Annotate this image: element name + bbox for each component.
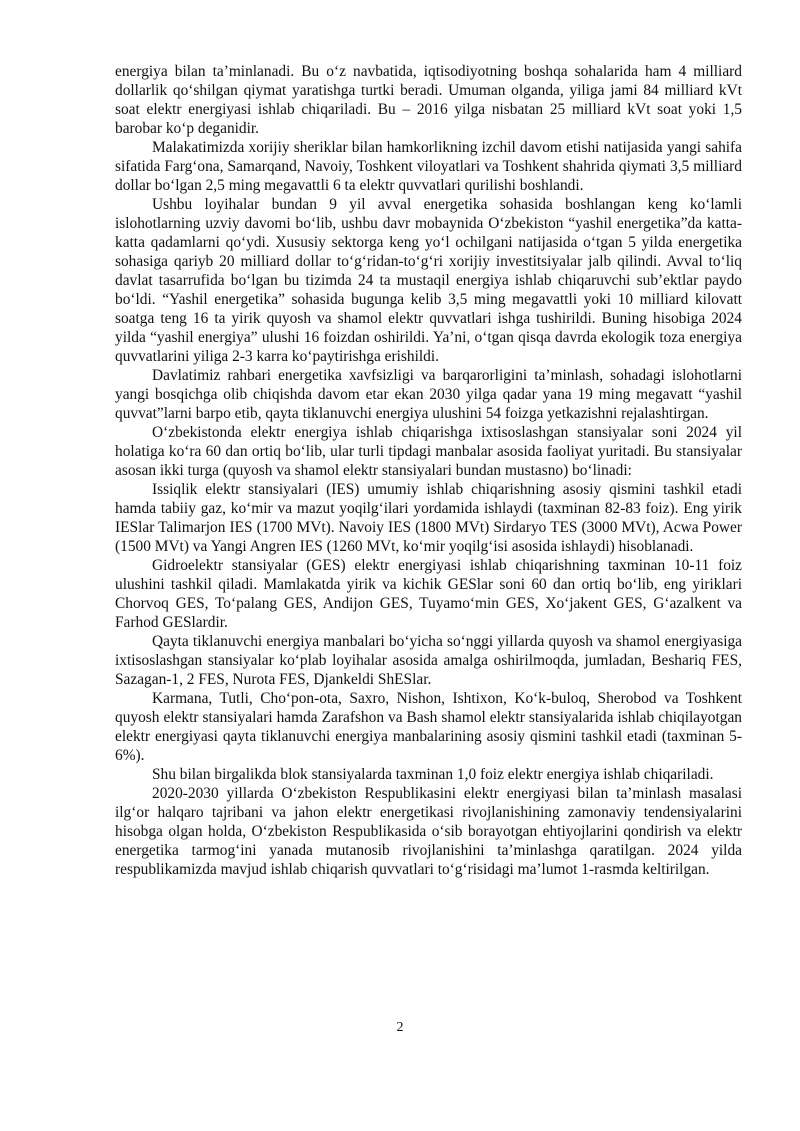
paragraph-1: energiya bilan taʼminlanadi. Bu oʻz navbatida, iqtisodiyotning boshqa sohalarida ham 4 milliard dollarlik qoʻshilgan qiymat yaratishga turtki beradi. Umuman olganda, yiliga jami 84 milliard kVt soat elektr energiyasi ishlab chiqariladi. Bu – 2016 yilga nisbatan 25 milliard kVt soat yoki 1,5 barobar koʻp deganidir. (115, 63, 742, 137)
paragraph-5: Oʻzbekistonda elektr energiya ishlab chiqarishga ixtisoslashgan stansiyalar soni 2024 yil holatiga koʻra 60 dan ortiq boʻlib, ular turli tipdagi manbalar asosida faoliyat yuritadi. Bu stansiyalar asosan ikki turga (quyosh va shamol elektr stansiyalari bundan mustasno) boʻlinadi: (115, 424, 742, 479)
paragraph-6: Issiqlik elektr stansiyalari (IES) umumiy ishlab chiqarishning asosiy qismini tashkil etadi hamda tabiiy gaz, koʻmir va mazut yoqilgʻilari yordamida ishlaydi (taxminan 82-83 foiz). Eng yirik IESlar Talimarjon IES (1700 MVt). Navoiy IES (1800 MVt) Sirdaryo TES (3000 MVt), Acwa Power (1500 MVt) va Yangi Angren IES (1260 MVt, koʻmir yoqilgʻisi asosida ishlaydi) hisoblanadi. (115, 481, 742, 555)
paragraph-3: Ushbu loyihalar bundan 9 yil avval energetika sohasida boshlangan keng koʻlamli islohotlarning uzviy davomi boʻlib, ushbu davr mobaynida Oʻzbekiston “yashil energetika”da katta-katta qadamlarni qoʻydi. Xususiy sektorga keng yoʻl ochilgani natijasida oʻtgan 5 yilda energetika sohasiga qariyb 20 milliard dollar toʻgʻridan-toʻgʻri xorijiy investitsiyalar jalb qilindi. Avval toʻliq davlat tasarrufida boʻlgan bu tizimda 24 ta mustaqil energiya ishlab chiqaruvchi subʼektlar paydo boʻldi. “Yashil energetika” sohasida bugunga kelib 3,5 ming megavattli yoki 10 milliard kilovatt soatga teng 16 ta yirik quyosh va shamol elektr quvvatlari ishga tushirildi. Buning hisobiga 2024 yilda “yashil energiya” ulushi 16 foizdan oshirildi. Yaʼni, oʻtgan qisqa davrda ekologik toza energiya quvvatlarini yiliga 2-3 karra koʻpaytirishga erishildi. (115, 196, 742, 365)
paragraph-4: Davlatimiz rahbari energetika xavfsizligi va barqarorligini taʼminlash, sohadagi islohotlarni yangi bosqichga olib chiqishda davom etar ekan 2030 yilga qadar yana 19 ming megavatt “yashil quvvat”larni barpo etib, qayta tiklanuvchi energiya ulushini 54 foizga yetkazishni rejalashtirgan. (115, 367, 742, 422)
paragraph-2: Malakatimizda xorijiy sheriklar bilan hamkorlikning izchil davom etishi natijasida yangi sahifa sifatida Fargʻona, Samarqand, Navoiy, Toshkent viloyatlari va Toshkent shahrida qiymati 3,5 milliard dollar boʻlgan 2,5 ming megavattli 6 ta elektr quvvatlari qurilishi boshlandi. (115, 139, 742, 194)
paragraph-10: Shu bilan birgalikda blok stansiyalarda taxminan 1,0 foiz elektr energiya ishlab chiqariladi. (152, 766, 714, 783)
document-body (115, 62, 742, 879)
paragraph-7: Gidroelektr stansiyalar (GES) elektr energiyasi ishlab chiqarishning taxminan 10-11 foiz ulushini tashkil qiladi. Mamlakatda yirik va kichik GESlar soni 60 dan ortiq boʻlib, eng yiriklari Chorvoq GES, Toʻpalang GES, Andijon GES, Tuyamoʻmin GES, Xoʻjakent GES, Gʻazalkent va Farhod GESlardir. (115, 557, 742, 631)
paragraph-9: Karmana, Tutli, Choʻpon-ota, Saxro, Nishon, Ishtixon, Koʻk-buloq, Sherobod va Toshkent quyosh elektr stansiyalari hamda Zarafshon va Bash shamol elektr stansiyalarida ishlab chiqilayotgan elektr energiyasi qayta tiklanuvchi energiya manbalarining asosiy qismini tashkil etadi (taxminan 5-6%). (115, 690, 742, 764)
paragraph-8: Qayta tiklanuvchi energiya manbalari boʻyicha soʻnggi yillarda quyosh va shamol energiyasiga ixtisoslashgan stansiyalar koʻplab loyihalar asosida amalga oshirilmoqda, jumladan, Beshariq FES, Sazagan-1, 2 FES, Nurota FES, Djankeldi ShESlar. (115, 633, 742, 688)
page-number: 2 (396, 1020, 404, 1035)
paragraph-11: 2020-2030 yillarda Oʻzbekiston Respublikasini elektr energiyasi bilan taʼminlash masalasi ilgʻor halqaro tajribani va jahon elektr energetikasi rivojlanishining zamonaviy tendensiyalarini hisobga olgan holda, Oʻzbekiston Respublikasida oʻsib borayotgan ehtiyojlarini qondirish va elektr energetika tarmogʻini yanada mutanosib rivojlanishini taʼminlashga qaratilgan. 2024 yilda respublikamizda mavjud ishlab chiqarish quvvatlari toʻgʻrisidagi maʼlumot 1-rasmda keltirilgan. (115, 785, 742, 878)
